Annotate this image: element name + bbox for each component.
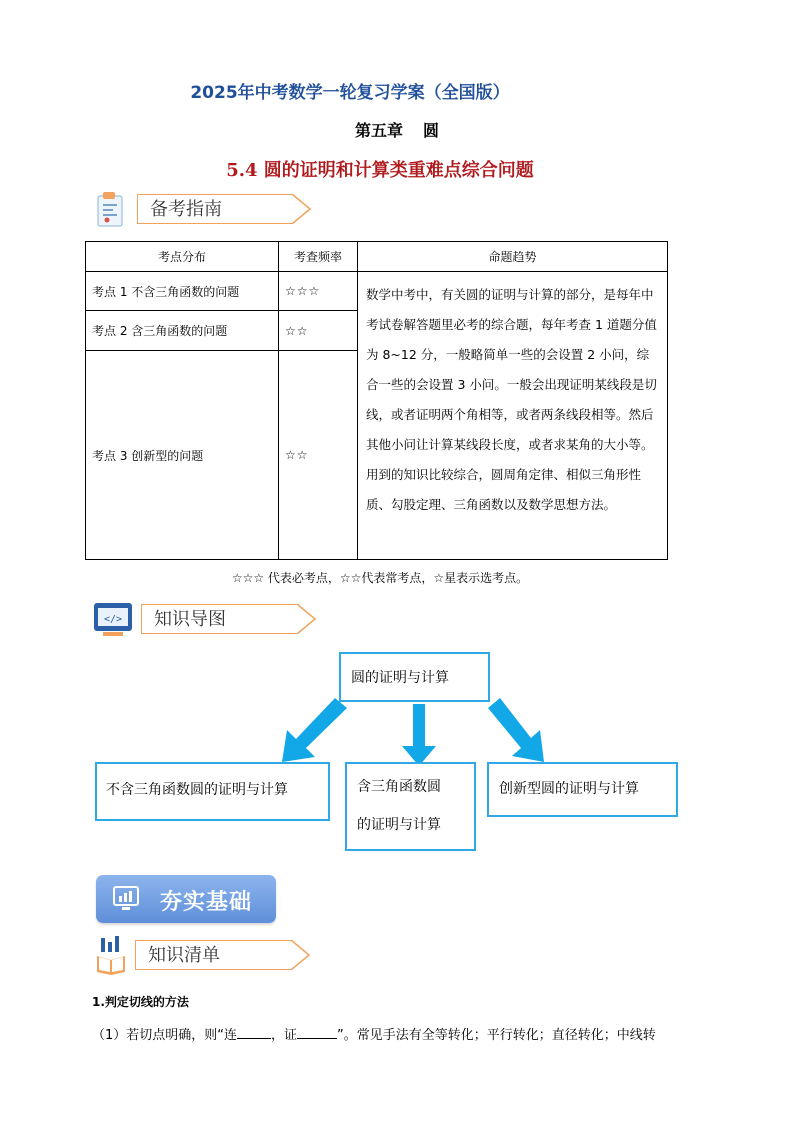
paragraph-text: ”。常见手法有全等转化；平行转化；直径转化；中线转: [337, 1028, 656, 1043]
banner-basics: [96, 875, 276, 923]
banner-arrow-tip: [297, 604, 317, 634]
chapter-title: [0, 118, 794, 141]
knowledge-section-title: 1.判定切线的方法: [92, 995, 189, 1009]
book-icon: [95, 934, 129, 976]
chapter-number: 第五章: [354, 121, 403, 140]
mindmap-root-node: 圆的证明与计算: [339, 652, 490, 702]
svg-text:</>: </>: [103, 614, 123, 625]
monitor-chart-icon: [112, 884, 142, 914]
section-title: 5.4 圆的证明和计算类重难点综合问题: [226, 160, 534, 181]
banner-guide-label: 备考指南: [137, 194, 293, 224]
banner-basics-label: 夯实基础: [160, 890, 253, 915]
paragraph-text: （1）若切点明确，则“连: [92, 1028, 238, 1043]
chapter-name: 圆: [423, 121, 440, 140]
table-row: [86, 272, 668, 311]
banner-mindmap-label: 知识导图: [141, 604, 297, 634]
banner-arrow-tip: [292, 194, 312, 224]
table-cell-topic: 考点 1 不含三角函数的问题: [86, 272, 279, 311]
document-title: 2025年中考数学一轮复习学案（全国版）: [190, 83, 510, 103]
node-line: 含三角函数圆: [357, 779, 441, 795]
table-header: 考点分布: [86, 242, 279, 272]
table-cell-topic: 考点 3 创新型的问题: [86, 351, 279, 560]
table-header: 命题趋势: [358, 242, 668, 272]
mindmap-node-no-trig: 不含三角函数圆的证明与计算: [95, 762, 330, 821]
table-cell-trend: 数学中考中，有关圆的证明与计算的部分，是每年中考试卷解答题里必考的综合题，每年考查 1 道题分值为 8~12 分，一般略简单一些的会设置 2 小问，综合一些的会设置 3 小问。一般会出现证明某线段是切线，或者证明两个角相等，或者两条线段相等。然后其他小问让计算某线段长度，或者求某角的大小等。用到的知识比较综合，圆周角定律、相似三角形性质、勾股定理、三角函数以及数学思想方法。: [358, 272, 668, 560]
fill-blank: [297, 1026, 337, 1039]
table-header-row: [86, 242, 668, 272]
fill-blank: [237, 1026, 271, 1039]
mindmap-arrow: [402, 704, 436, 766]
guide-document-icon: [95, 190, 127, 230]
legend-note: ☆☆☆ 代表必考点，☆☆代表常考点，☆星表示选考点。: [231, 571, 529, 585]
table-cell-freq: ☆☆: [279, 311, 358, 351]
node-line: 的证明与计算: [357, 817, 441, 833]
banner-arrow-tip: [291, 940, 311, 970]
mindmap-arrow: [488, 698, 544, 762]
table-cell-freq: ☆☆☆: [279, 272, 358, 311]
mindmap-arrow: [282, 698, 347, 762]
paragraph-text: ，证: [271, 1028, 298, 1043]
knowledge-paragraph: [92, 1024, 656, 1043]
banner-checklist-label: 知识清单: [135, 940, 291, 970]
mindmap-node-with-trig: [345, 762, 476, 851]
table-cell-freq: ☆☆: [279, 351, 358, 560]
mindmap-node-innovative: 创新型圆的证明与计算: [487, 762, 678, 817]
table-header: 考查频率: [279, 242, 358, 272]
table-cell-topic: 考点 2 含三角函数的问题: [86, 311, 279, 351]
code-screen-icon: [93, 601, 135, 639]
guide-table: [85, 241, 668, 560]
